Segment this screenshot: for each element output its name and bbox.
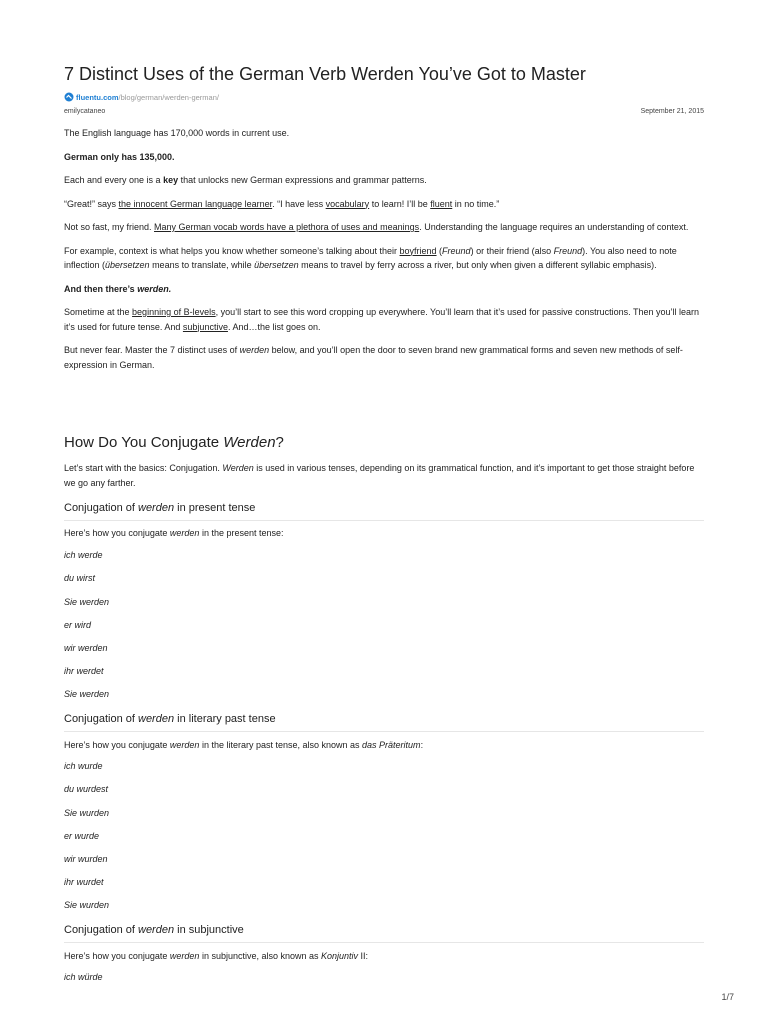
intro-paragraph: And then there’s werden. [64, 283, 172, 294]
intro [64, 126, 704, 381]
intro-paragraph: German only has 135,000. [64, 151, 175, 162]
subheading-present: Conjugation of werden in present tense [64, 502, 704, 521]
author: emilycataneo [64, 108, 106, 115]
intro-paragraph: “Great!” says the innocent German language learner. “I have less vocabulary to learn! I’ll be fluent in no time.” [64, 198, 500, 209]
fluentu-logo-icon [64, 92, 74, 102]
source-path[interactable]: /blog/german/werden-german/ [118, 92, 219, 102]
section-heading: How Do You Conjugate Werden? [64, 434, 284, 451]
link-fluent[interactable]: fluent [430, 198, 453, 209]
page-number: 1/7 [721, 992, 734, 1002]
conjugation-form: ihr wurdet [64, 877, 104, 887]
meta-line [64, 108, 704, 115]
conjugation-form: ihr werdet [64, 666, 104, 676]
conjugation-form: ich wurde [64, 761, 103, 771]
lead-present: Here’s how you conjugate werden in the present tense: [64, 528, 284, 538]
link-boyfriend[interactable]: boyfriend [399, 245, 437, 256]
intro-paragraph: For example, context is what helps you know whether someone’s talking about their boyfriend (Freund) or their friend (also Freund). You also need to note inflection (übersetzen means to translate, while übersetzen means to travel by ferry across a river, but only when given a different syllabic emphasis). [64, 245, 677, 270]
link-subjunctive[interactable]: subjunctive [182, 321, 228, 332]
source-line[interactable] [64, 92, 219, 102]
conjugation-form: ich werde [64, 550, 103, 560]
subheading-past: Conjugation of werden in literary past tense [64, 713, 704, 732]
conjugation-form: ich würde [64, 972, 103, 982]
intro-paragraph: The English language has 170,000 words in current use. [64, 128, 290, 138]
intro-paragraph: Each and every one is a key that unlocks new German expressions and grammar patterns. [64, 175, 427, 185]
conjugation-form: Sie wurden [64, 808, 110, 818]
lead-past: Here’s how you conjugate werden in the literary past tense, also known as das Präteritum: [64, 740, 424, 750]
link-b-levels[interactable]: beginning of B-levels [132, 307, 216, 317]
intro-paragraph: But never fear. Master the 7 distinct uses of werden below, and you’ll open the door to seven brand new grammatical forms and seven new methods of self-expression in German. [64, 345, 683, 370]
link-plethora[interactable]: Many German vocab words have a plethora of uses and meanings [154, 222, 420, 232]
conjugation-form: Sie werden [64, 689, 110, 699]
intro-paragraph: Sometime at the beginning of B-levels, you’ll start to see this word cropping up everywhere. You’ll learn that it’s used for passive constructions. Then you’ll learn it’s used for future tense. And subjunctive. And…the list goes on. [64, 307, 700, 332]
conjugation-form: du wirst [64, 573, 96, 583]
page-title: 7 Distinct Uses of the German Verb Werden You’ve Got to Master [64, 64, 586, 84]
lead-subjunctive: Here’s how you conjugate werden in subjunctive, also known as Konjuntiv II: [64, 951, 369, 961]
conjugation-form: Sie wurden [64, 900, 110, 910]
conjugation-form: du wurdest [64, 784, 109, 794]
subheading-subjunctive: Conjugation of werden in subjunctive [64, 924, 704, 943]
conjugation-form: wir werden [64, 643, 108, 653]
link-innocent-learner[interactable]: the innocent German language learner [118, 198, 273, 209]
intro-paragraph: Not so fast, my friend. Many German vocab words have a plethora of uses and meanings. Understanding the language requires an understanding of context. [64, 222, 689, 232]
section-paragraph: Let’s start with the basics: Conjugation. Werden is used in various tenses, depending on its grammatical function, and it’s important to get those straight before we go any farther. [64, 463, 695, 488]
conjugation-form: er wurde [64, 831, 100, 841]
conjugation-form: er wird [64, 620, 92, 630]
publish-date: September 21, 2015 [640, 108, 704, 115]
conjugation-form: Sie werden [64, 597, 110, 607]
conjugation-form: wir wurden [64, 854, 108, 864]
link-vocabulary[interactable]: vocabulary [325, 198, 370, 209]
source-domain[interactable]: fluentu.com [76, 92, 119, 102]
